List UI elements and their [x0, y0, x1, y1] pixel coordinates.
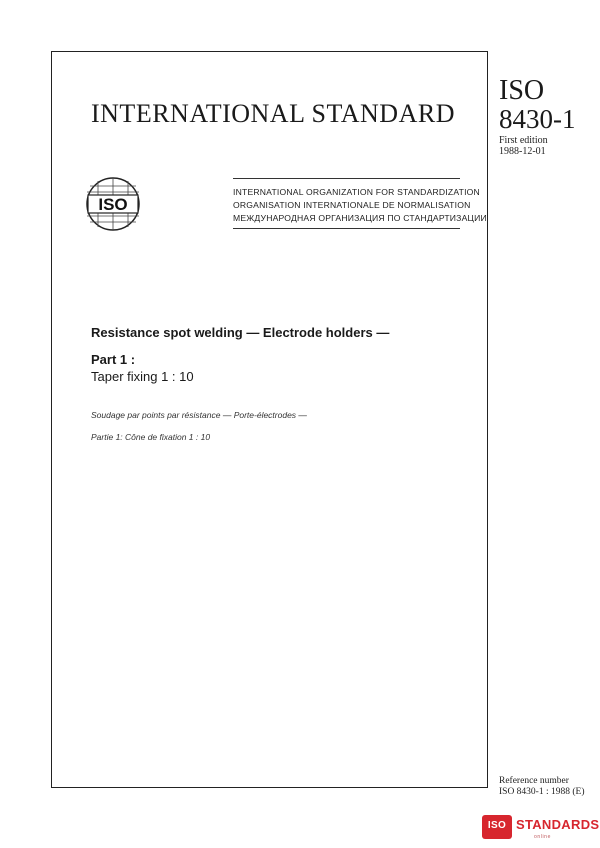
- org-name-fr: ORGANISATION INTERNATIONALE DE NORMALISATION: [233, 200, 471, 210]
- part-label: Part 1 :: [91, 352, 136, 367]
- iso-code: ISO: [499, 75, 545, 106]
- document-title: Resistance spot welding — Electrode holders —: [91, 325, 390, 340]
- watermark-badge: [482, 815, 512, 839]
- iso-number: 8430-1: [499, 104, 576, 134]
- edition-label: First edition: [499, 135, 548, 146]
- org-name-en: INTERNATIONAL ORGANIZATION FOR STANDARDIZATION: [233, 187, 480, 197]
- standard-type-heading: INTERNATIONAL STANDARD: [91, 99, 455, 128]
- org-rule-bottom: [233, 228, 460, 229]
- org-rule-top: [233, 178, 460, 179]
- french-part-title: Partie 1: Cône de fixation 1 : 10: [91, 432, 211, 442]
- french-title: Soudage par points par résistance — Porte-électrodes —: [91, 410, 307, 420]
- watermark-badge-text: ISO: [487, 820, 507, 831]
- edition-date: 1988-12-01: [499, 146, 546, 157]
- org-name-ru: МЕЖДУНАРОДНАЯ ОРГАНИЗАЦИЯ ПО СТАНДАРТИЗАЦИИ: [233, 213, 487, 223]
- iso-logo-icon: [84, 176, 142, 232]
- iso-standards-watermark: [482, 813, 600, 847]
- watermark-sub: online: [534, 834, 551, 840]
- reference-label: Reference number: [499, 776, 569, 786]
- part-title: Taper fixing 1 : 10: [91, 369, 194, 384]
- iso-logo-text: ISO: [98, 195, 128, 214]
- watermark-word: STANDARDS: [516, 817, 600, 832]
- reference-number: ISO 8430-1 : 1988 (E): [499, 787, 585, 797]
